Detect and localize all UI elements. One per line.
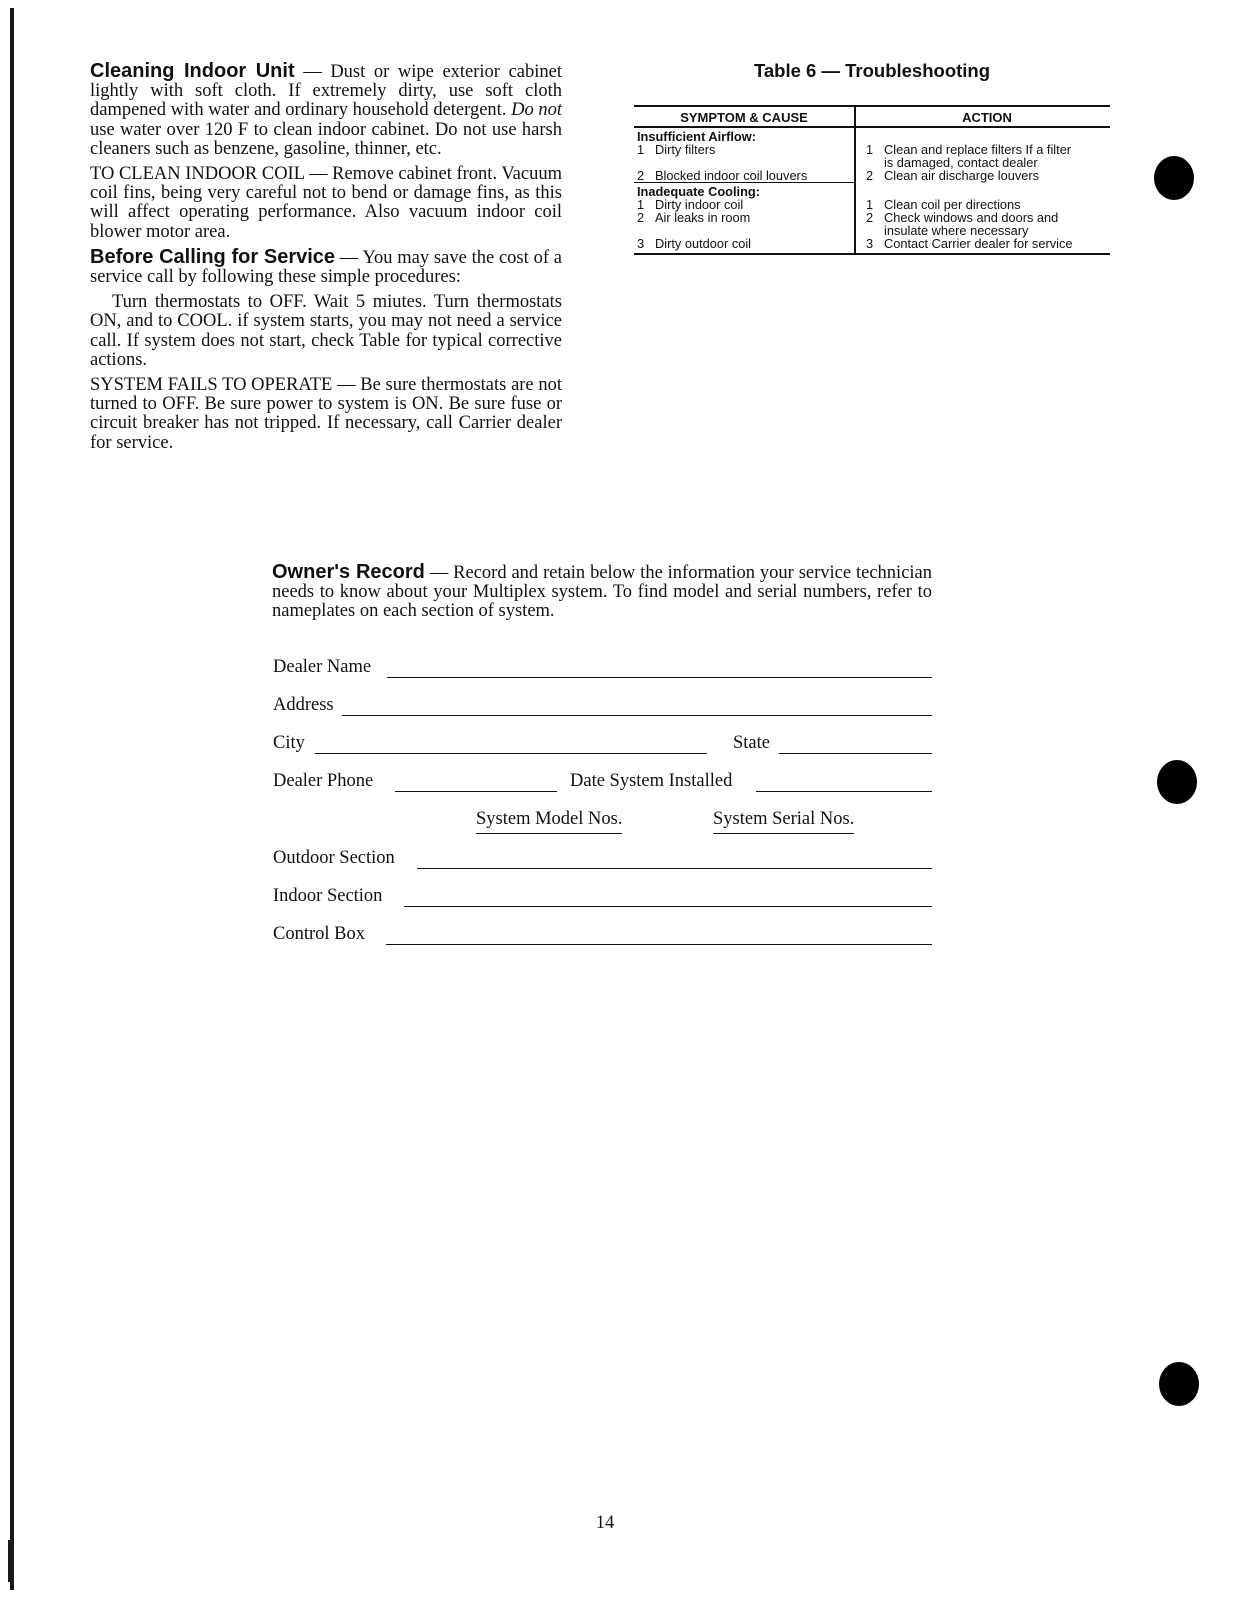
table-row: 1 Dirty filters 1 Clean and replace filters If a filter (634, 143, 1110, 156)
binder-hole (1157, 760, 1197, 804)
owners-record-paragraph: Owner's Record — Record and retain below the information your service technician needs to know about your Multiplex system. To find model and serial numbers, refer to nameplates on each section of system. (272, 561, 933, 622)
group-heading: Insufficient Airflow: (634, 127, 855, 143)
binder-hole (1159, 1362, 1199, 1406)
system-fails-paragraph: SYSTEM FAILS TO OPERATE — Be sure thermostats are not turned to OFF. Be sure power to system is ON. Be sure fuse or circuit breaker has not tripped. If necessary, call Carrier dealer for service. (90, 375, 562, 453)
scan-edge-bar (10, 8, 14, 1590)
dealer-name-line[interactable] (387, 677, 932, 678)
city-label: City (273, 733, 305, 753)
dealer-phone-label: Dealer Phone (273, 771, 374, 791)
date-installed-label: Date System Installed (570, 771, 733, 791)
date-installed-line[interactable] (756, 791, 932, 792)
table-title: Table 6 — Troubleshooting (753, 60, 991, 81)
header-action: ACTION (855, 106, 1110, 127)
dealer-phone-line[interactable] (395, 791, 557, 792)
cleaning-paragraph: Cleaning Indoor Unit — Dust or wipe exterior cabinet lightly with soft cloth. If extremely dirty, use soft cloth dampened with water and ordinary household detergent. Do not use water over 120 F to clean indoor cabinet. Do not use harsh cleaners such as benzene, gasoline, thinner, etc. (90, 60, 563, 159)
control-box-label: Control Box (273, 924, 365, 944)
address-label: Address (273, 695, 334, 715)
scan-edge-bar-bottom (8, 1540, 14, 1582)
troubleshooting-table (634, 105, 1110, 255)
state-label: State (733, 733, 770, 753)
control-box-line[interactable] (386, 944, 932, 945)
outdoor-section-line[interactable] (417, 868, 932, 869)
group-heading-row (634, 127, 1110, 143)
table-row: 2 Blocked indoor coil louvers 2 Clean air discharge louvers (634, 169, 1110, 183)
indoor-coil-paragraph: TO CLEAN INDOOR COIL — Remove cabinet front. Vacuum coil fins, being very careful not to bend or damage fins, as this will affect operating performance. Also vacuum indoor coil blower motor area. (90, 164, 562, 242)
thermostat-paragraph: Turn thermostats to OFF. Wait 5 miutes. Turn thermostats ON, and to COOL. if system starts, you may not need a service call. If system does not start, check Table for typical corrective actions. (90, 292, 562, 370)
header-symptom: SYMPTOM & CAUSE (634, 106, 855, 127)
table-row: is damaged, contact dealer (634, 156, 1110, 169)
before-heading: Before Calling for Service (90, 245, 336, 268)
table-header-row (634, 106, 1110, 127)
outdoor-section-label: Outdoor Section (273, 848, 395, 868)
indoor-section-line[interactable] (404, 906, 932, 907)
table-row: 1 Dirty indoor coil 1 Clean coil per directions (634, 198, 1110, 211)
indoor-section-label: Indoor Section (273, 886, 383, 906)
table-row: insulate where necessary (634, 224, 1110, 237)
group-heading-row (634, 183, 1110, 199)
city-line[interactable] (315, 753, 707, 754)
address-line[interactable] (342, 715, 932, 716)
owners-record-heading: Owner's Record (272, 561, 425, 583)
cleaning-heading: Cleaning Indoor Unit (90, 60, 295, 82)
before-service-paragraph: Before Calling for Service — You may save the cost of a service call by following these simple procedures: (90, 245, 562, 288)
dealer-name-label: Dealer Name (273, 657, 372, 677)
serial-nos-heading: System Serial Nos. (713, 809, 854, 834)
state-line[interactable] (779, 753, 932, 754)
binder-hole (1154, 156, 1194, 200)
model-nos-heading: System Model Nos. (476, 809, 622, 834)
table-row: 2 Air leaks in room 2 Check windows and doors and (634, 211, 1110, 224)
table-row: 3 Dirty outdoor coil 3 Contact Carrier dealer for service (634, 237, 1110, 254)
page-number: 14 (595, 1513, 615, 1533)
left-column (90, 62, 562, 459)
group-heading: Inadequate Cooling: (634, 183, 855, 199)
